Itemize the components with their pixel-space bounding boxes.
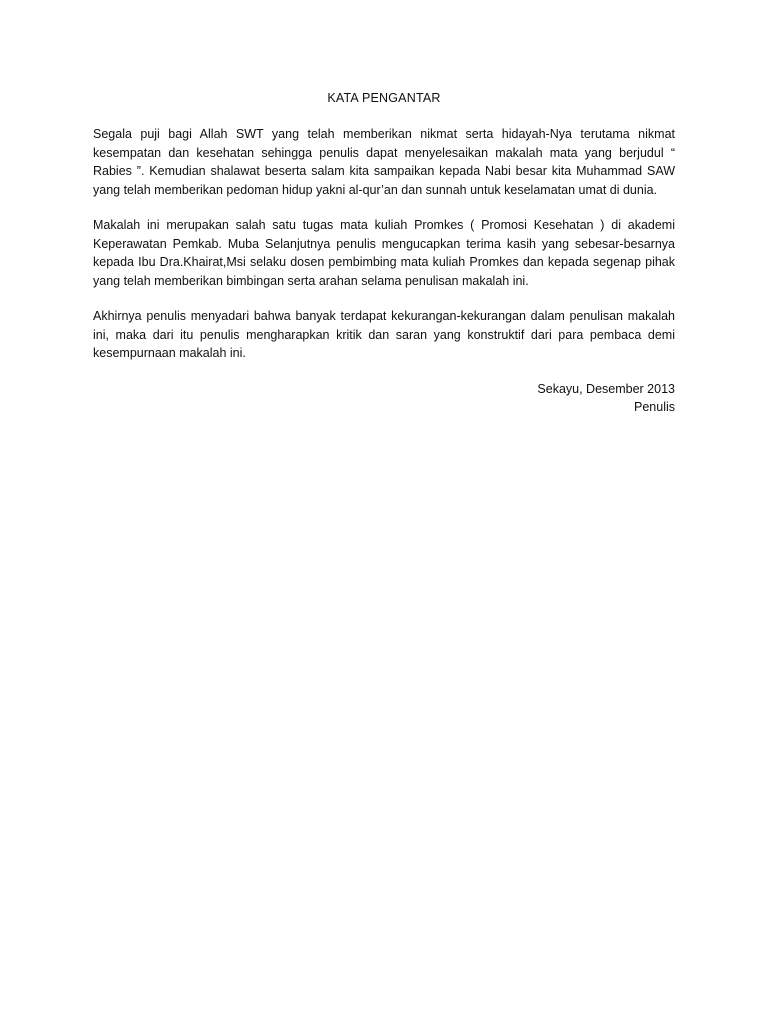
paragraph-thanks: Makalah ini merupakan salah satu tugas mata kuliah Promkes ( Promosi Kesehatan ) di akademi Keperawatan Pemkab. Muba Selanjutnya penulis mengucapkan terima kasih yang sebesar-besarnya kepada Ibu Dra.Khairat,Msi selaku dosen pembimbing mata kuliah Promkes dan kepada segenap pihak yang telah memberikan bimbingan serta arahan selama penulisan makalah ini. xyxy=(93,218,675,288)
document-title: KATA PENGANTAR xyxy=(327,91,441,105)
paragraph-closing: Akhirnya penulis menyadari bahwa banyak terdapat kekurangan-kekurangan dalam penulisan makalah ini, maka dari itu penulis mengharapkan kritik dan saran yang konstruktif dari para pembaca demi kesempurnaan makalah ini. xyxy=(93,309,675,360)
place-date: Sekayu, Desember 2013 xyxy=(537,381,675,396)
signature-author: Penulis xyxy=(634,400,675,414)
document-body xyxy=(93,89,675,417)
paragraph-opening: Segala puji bagi Allah SWT yang telah memberikan nikmat serta hidayah-Nya terutama nikmat kesempatan dan kesehatan sehingga penulis dapat menyelesaikan makalah mata yang berjudul “ Rabies ”. Kemudian shalawat beserta salam kita sampaikan kepada Nabi besar kita Muhammad SAW yang telah memberikan pedoman hidup yakni al-qur’an dan sunnah untuk keselamatan umat di dunia. xyxy=(93,127,675,197)
